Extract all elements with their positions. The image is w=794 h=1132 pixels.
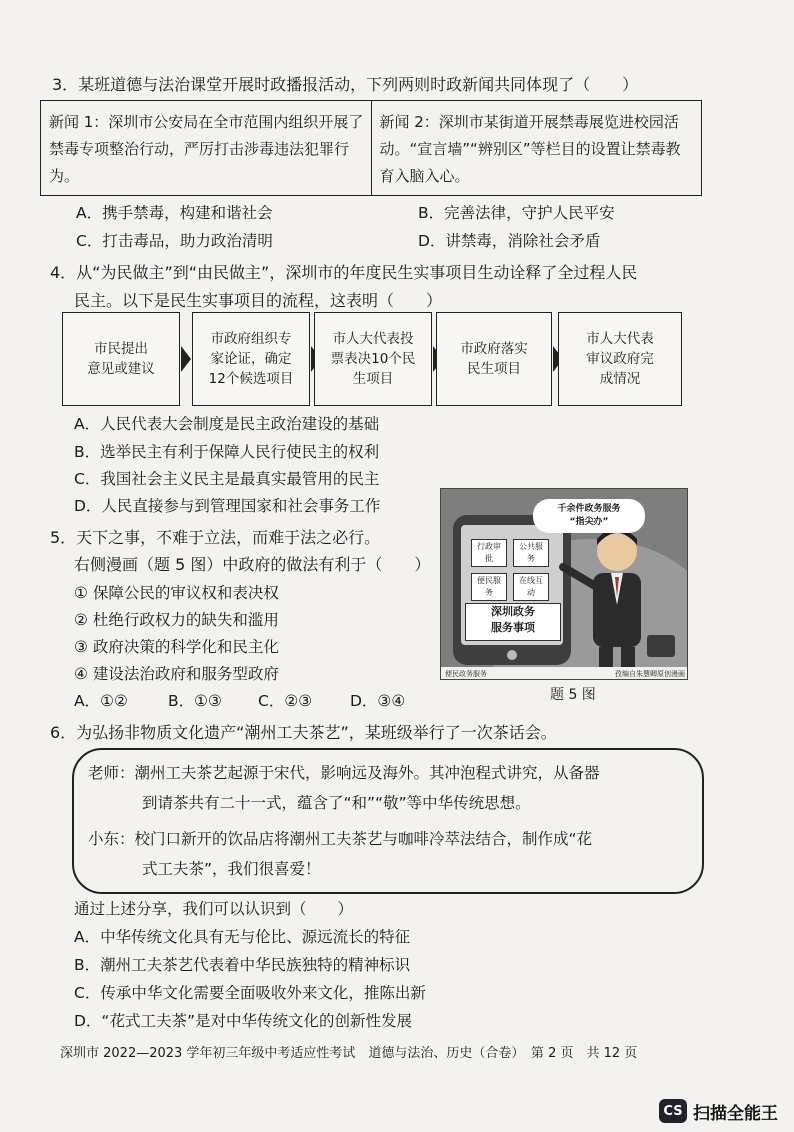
q3-stem: 3．某班道德与法治课堂开展时政播报活动，下列两则时政新闻共同体现了（ ）	[52, 75, 639, 94]
teacher-line-1: 潮州工夫茶艺起源于宋代，影响远及海外。其冲泡程式讲究，从备器	[134, 764, 600, 782]
q4-stem-line2: 民主。以下是民生实事项目的流程，这表明（ ）	[74, 291, 443, 310]
q4-option-a: A．人民代表大会制度是民主政治建设的基础	[74, 415, 380, 433]
flow-arrow-icon	[181, 346, 191, 372]
q5-choice-c: C．②③	[258, 692, 313, 710]
q6-option-c: C．传承中华文化需要全面吸收外来文化，推陈出新	[74, 984, 426, 1002]
cartoon-app-icon: 在线互动	[513, 573, 549, 601]
q3-option-d: D．讲禁毒，消除社会矛盾	[418, 232, 601, 250]
q5-figure-label: 题 5 图	[550, 687, 596, 703]
flow-step-5: 市人大代表 审议政府完 成情况	[558, 312, 682, 406]
q5-cartoon	[440, 488, 688, 680]
student-line-2: 式工夫茶”，我们很喜爱！	[142, 860, 321, 878]
teacher-line-2: 到请茶共有二十一式，蕴含了“和”“敬”等中华传统思想。	[142, 794, 531, 812]
flow-step-1: 市民提出 意见或建议	[62, 312, 180, 406]
q6-option-d: D．“花式工夫茶”是对中华传统文化的创新性发展	[74, 1012, 412, 1030]
scanner-watermark	[659, 1096, 778, 1126]
cartoon-app-icon: 公共服务	[513, 539, 549, 567]
q4-stem-line1: 4．从“为民做主”到“由民做主”，深圳市的年度民生实事项目生动诠释了全过程人民	[50, 263, 638, 282]
q6-option-b: B．潮州工夫茶艺代表着中华民族独特的精神标识	[74, 956, 411, 974]
q4-option-b: B．选举民主有利于保障人民行使民主的权利	[74, 443, 380, 461]
scanner-watermark-label: 扫描全能王	[693, 1103, 778, 1124]
q3-option-b: B．完善法律，守护人民平安	[418, 204, 615, 222]
q5-stem-line2: 右侧漫画（题 5 图）中政府的做法有利于（ ）	[74, 555, 431, 574]
q3-news-2: 新闻 2：深圳市某街道开展禁毒展览进校园活动。“宣言墙”“辨别区”等栏目的设置让禁毒教育入脑入心。	[371, 101, 702, 195]
q5-stem-line1: 5．天下之事，不难于立法，而难于法之必行。	[50, 528, 381, 547]
q3-option-c: C．打击毒品，助力政治清明	[76, 232, 273, 250]
cartoon-caption-left: 便民政务服务	[445, 670, 487, 678]
teacher-label: 老师：	[88, 764, 135, 782]
cartoon-caption-right: 孜编自朱慧卿原创漫画	[615, 670, 685, 678]
q5-item-4: ④ 建设法治政府和服务型政府	[74, 665, 279, 683]
q6-option-a: A．中华传统文化具有无与伦比、源远流长的特征	[74, 928, 411, 946]
student-label: 小东：	[88, 830, 135, 848]
q3-news-1: 新闻 1：深圳市公安局在全市范围内组织开展了禁毒专项整治行动，严厉打击涉毒违法犯罪行为。	[49, 113, 364, 185]
q6-prompt: 通过上述分享，我们可以认识到（ ）	[74, 900, 354, 918]
q6-stem: 6．为弘扬非物质文化遗产“潮州工夫茶艺”，某班级举行了一次茶话会。	[50, 723, 557, 742]
cartoon-app-icon: 行政审批	[471, 539, 507, 567]
cartoon-app-icon: 便民服务	[471, 573, 507, 601]
page-footer: 深圳市 2022—2023 学年初三年级中考适应性考试 道德与法治、历史（合卷） 第 2 页 共 12 页	[60, 1046, 638, 1061]
flow-step-4: 市政府落实 民生项目	[436, 312, 552, 406]
q3-news-box	[40, 100, 702, 196]
q4-option-c: C．我国社会主义民主是最真实最管用的民主	[74, 470, 380, 488]
cartoon-app-grid	[471, 539, 555, 601]
q6-dialogue-box	[72, 748, 704, 894]
cartoon-caption-bar	[441, 667, 688, 680]
student-line-1: 校门口新开的饮品店将潮州工夫茶艺与咖啡冷萃法结合，制作成“花	[134, 830, 593, 848]
q5-choice-a: A．①②	[74, 692, 128, 710]
camscanner-logo-icon: CS	[659, 1099, 687, 1123]
q5-item-1: ① 保障公民的审议权和表决权	[74, 584, 279, 602]
cartoon-speech-bubble: 千余件政务服务 “指尖办”	[533, 499, 645, 533]
flow-step-2: 市政府组织专 家论证，确定 12个候选项目	[192, 312, 310, 406]
q3-option-a: A．携手禁毒，构建和谐社会	[76, 204, 273, 222]
flow-step-3: 市人大代表投 票表决10个民 生项目	[314, 312, 432, 406]
q4-option-d: D．人民直接参与到管理国家和社会事务工作	[74, 497, 381, 515]
cartoon-phone-label: 深圳政务 服务事项	[465, 603, 561, 641]
q5-choice-d: D．③④	[350, 692, 406, 710]
q5-choice-b: B．①③	[168, 692, 222, 710]
q5-item-2: ② 杜绝行政权力的缺失和滥用	[74, 611, 279, 629]
q5-item-3: ③ 政府决策的科学化和民主化	[74, 638, 279, 656]
